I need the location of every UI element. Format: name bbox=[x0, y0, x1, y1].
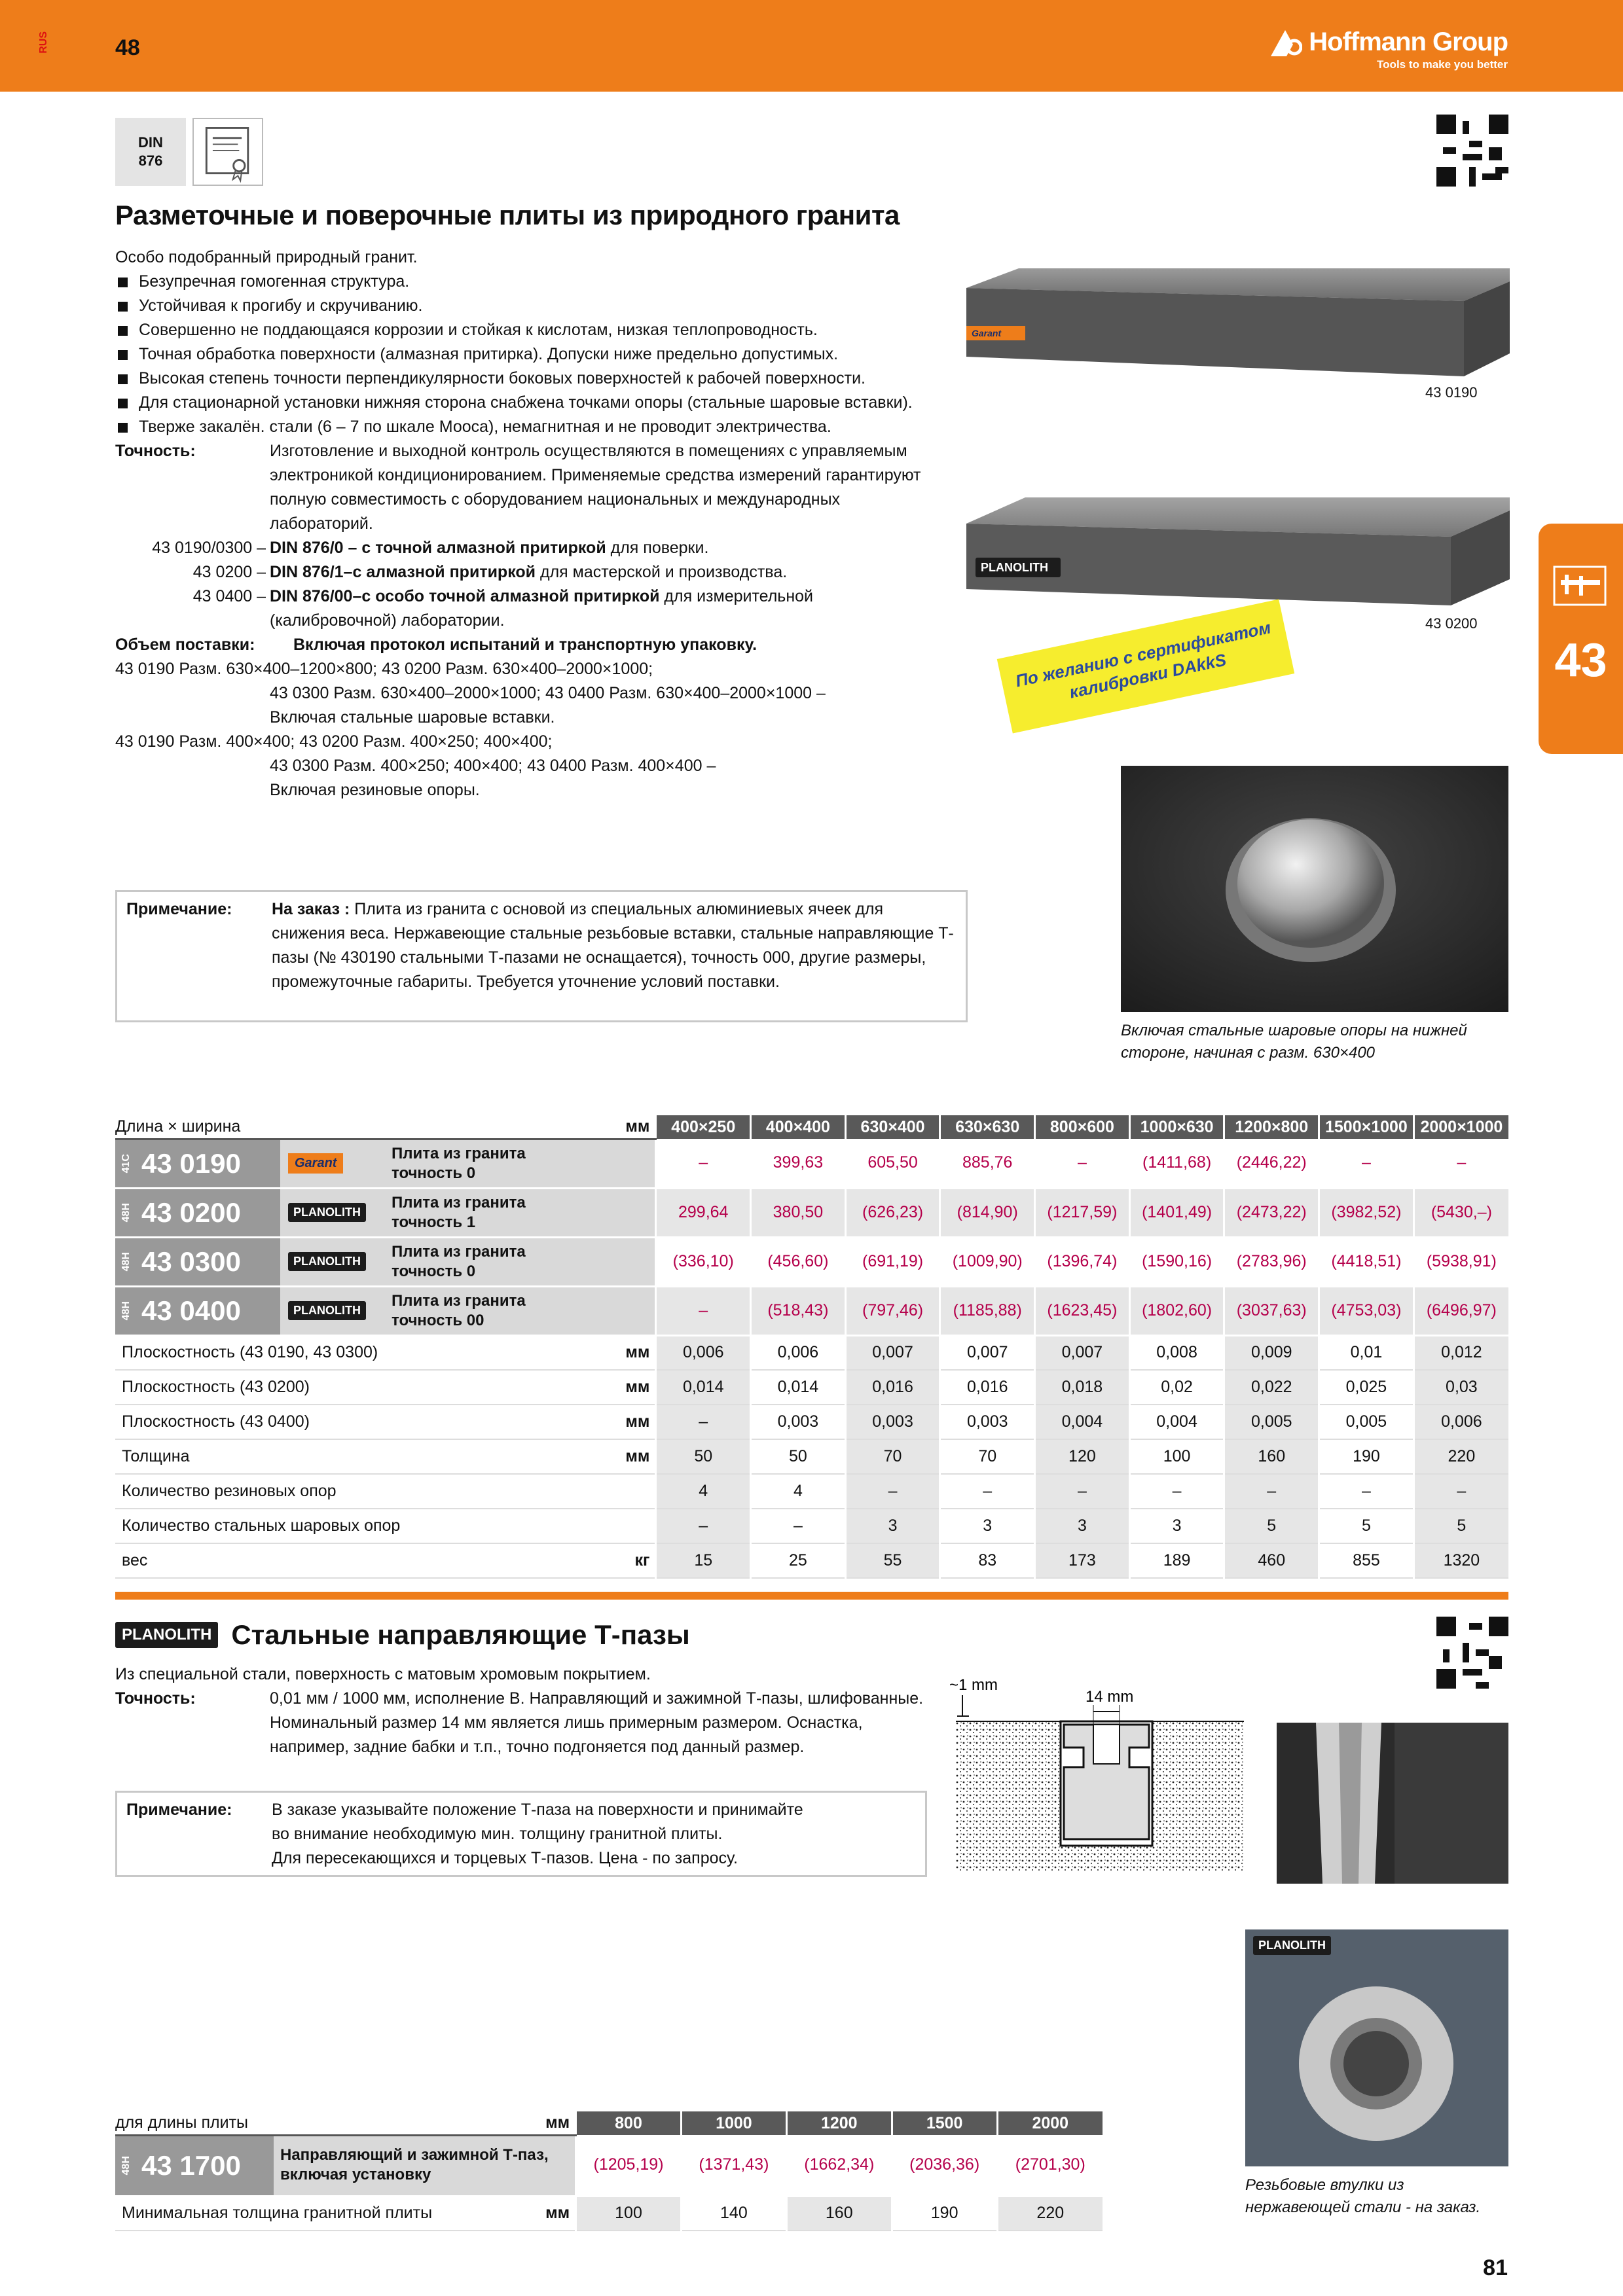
spec-row bbox=[115, 1474, 1508, 1509]
note-line: В заказе указывайте положение Т-паза на поверхности и принимайте bbox=[272, 1801, 803, 1819]
article-prefix: 48H bbox=[120, 1251, 132, 1272]
section2-heading bbox=[115, 1619, 690, 1651]
spec-cell: 0,022 bbox=[1224, 1370, 1319, 1405]
article-prefix: 48H bbox=[120, 1300, 132, 1321]
accuracy-text: Изготовление и выходной контроль осуществляются в помещениях с управляемым электроникой кондиционированием. Применяемые средства измерений гарантируют полную совместимость с оборудованием национальных и международных лабораторий. bbox=[270, 442, 921, 533]
price-cell: (691,19) bbox=[845, 1237, 940, 1286]
spec-cell: 0,005 bbox=[1224, 1405, 1319, 1439]
size-label: Длина × ширина bbox=[115, 1115, 600, 1139]
price-cell: 885,76 bbox=[940, 1139, 1035, 1188]
product-desc1: Плита из гранита bbox=[392, 1144, 526, 1162]
size-header: 1500 bbox=[892, 2111, 997, 2135]
diagram-label-depth: ~1 mm bbox=[949, 1676, 998, 1694]
price-cell: (6496,97) bbox=[1413, 1286, 1508, 1335]
spec-unit: кг bbox=[600, 1543, 656, 1578]
spec-row bbox=[115, 1509, 1508, 1543]
bullet-item: Высокая степень точности перпендикулярности боковых поверхностей к рабочей поверхности. bbox=[115, 367, 914, 391]
image-label-430190: 43 0190 bbox=[1425, 384, 1478, 401]
section1-body bbox=[115, 245, 966, 802]
size-header: 1200 bbox=[786, 2111, 892, 2135]
spec-cell: 4 bbox=[751, 1474, 846, 1509]
planolith-logo: PLANOLITH bbox=[1253, 1936, 1331, 1955]
threaded-insert-caption: Резьбовые втулки из нержавеющей стали - на заказ. bbox=[1245, 2176, 1481, 2216]
spec-cell: 0,03 bbox=[1413, 1370, 1508, 1405]
brand-name: Hoffmann Group bbox=[1309, 27, 1508, 56]
language-code: RUS bbox=[38, 31, 49, 54]
product-desc bbox=[392, 1140, 655, 1187]
spec-label: Количество резиновых опор bbox=[115, 1474, 600, 1509]
price-cell: – bbox=[656, 1286, 751, 1335]
size-header: 400×250 bbox=[656, 1115, 751, 1139]
qr-code-2[interactable] bbox=[1436, 1617, 1508, 1689]
spec-cell: 5 bbox=[1319, 1509, 1414, 1543]
spec-cell: 190 bbox=[1319, 1439, 1414, 1474]
size-header: 400×400 bbox=[751, 1115, 846, 1139]
spec-unit: мм bbox=[515, 2196, 575, 2231]
delivery-text: Включая протокол испытаний и транспортную упаковку. bbox=[293, 636, 757, 654]
grade-code: 43 0200 – bbox=[192, 563, 266, 581]
product-row[interactable] bbox=[115, 1237, 1508, 1286]
note-line: Для пересекающихся и торцевых Т-пазов. Цена - по запросу. bbox=[272, 1849, 738, 1867]
spec-cell: – bbox=[751, 1509, 846, 1543]
article-number[interactable] bbox=[115, 1287, 280, 1335]
spec-cell: 3 bbox=[1129, 1509, 1224, 1543]
t-slot-table bbox=[115, 2111, 1103, 2231]
top-bar bbox=[0, 0, 1623, 92]
grade-code: 43 0190/0300 – bbox=[152, 539, 266, 557]
spec-label: Плоскостность (43 0400) bbox=[115, 1405, 600, 1439]
section-divider bbox=[115, 1592, 1508, 1600]
product-image-430200 bbox=[966, 497, 1510, 609]
spec-label: Плоскостность (43 0200) bbox=[115, 1370, 600, 1405]
spec-cell: 15 bbox=[656, 1543, 751, 1578]
price-cell: (2446,22) bbox=[1224, 1139, 1319, 1188]
note-box bbox=[115, 890, 968, 1022]
bullet-item: Безупречная гомогенная структура. bbox=[115, 270, 966, 294]
product-desc2: точность 0 bbox=[392, 1262, 476, 1280]
svg-text:PLANOLITH: PLANOLITH bbox=[981, 561, 1048, 574]
din-badge bbox=[115, 118, 186, 186]
spec-label: Минимальная толщина гранитной плиты bbox=[115, 2196, 515, 2231]
grade-row bbox=[115, 536, 966, 560]
price-cell: (1371,43) bbox=[681, 2135, 786, 2196]
din-badge-line1: DIN bbox=[138, 134, 163, 151]
spec-label: Количество стальных шаровых опор bbox=[115, 1509, 600, 1543]
spec-cell: 5 bbox=[1224, 1509, 1319, 1543]
note-label: Примечание: bbox=[126, 900, 232, 918]
length-label: для длины плиты bbox=[115, 2111, 515, 2135]
intro-text: Особо подобранный природный гранит. bbox=[115, 248, 418, 266]
spec-cell: 0,02 bbox=[1129, 1370, 1224, 1405]
spec-cell: 0,025 bbox=[1319, 1370, 1414, 1405]
spec-cell: 0,016 bbox=[845, 1370, 940, 1405]
spec-cell: 855 bbox=[1319, 1543, 1414, 1578]
spec-unit: мм bbox=[600, 1370, 656, 1405]
price-cell: 399,63 bbox=[751, 1139, 846, 1188]
price-cell: (814,90) bbox=[940, 1188, 1035, 1237]
spec-row bbox=[115, 1439, 1508, 1474]
price-cell: (4753,03) bbox=[1319, 1286, 1414, 1335]
grade-row bbox=[115, 560, 966, 584]
table-header-row bbox=[115, 2111, 1103, 2135]
price-cell: (797,46) bbox=[845, 1286, 940, 1335]
article-code: 43 0200 bbox=[141, 1196, 241, 1228]
grade-row bbox=[115, 584, 966, 633]
article-number[interactable] bbox=[115, 1238, 280, 1285]
article-prefix: 48H bbox=[120, 1202, 132, 1223]
price-cell: – bbox=[1413, 1139, 1508, 1188]
svg-text:Garant: Garant bbox=[972, 328, 1002, 338]
image-label-430200: 43 0200 bbox=[1425, 615, 1478, 632]
dakks-stamp: По желанию с сертификатом калибровки DAkkS bbox=[997, 600, 1295, 734]
spec-cell: 0,009 bbox=[1224, 1335, 1319, 1370]
size-header: 630×400 bbox=[845, 1115, 940, 1139]
size-header: 1200×800 bbox=[1224, 1115, 1319, 1139]
product-desc1: Плита из гранита bbox=[392, 1193, 526, 1211]
granite-plate-table bbox=[115, 1115, 1508, 1579]
spec-row bbox=[115, 1543, 1508, 1578]
spec-unit: мм bbox=[600, 1335, 656, 1370]
article-code: 43 0300 bbox=[141, 1246, 241, 1277]
product-desc1: Плита из гранита bbox=[392, 1242, 526, 1261]
article-number[interactable] bbox=[115, 1140, 280, 1187]
spec-cell: 3 bbox=[1035, 1509, 1130, 1543]
spec-cell: 160 bbox=[786, 2196, 892, 2231]
price-cell: (3982,52) bbox=[1319, 1188, 1414, 1237]
section2-accuracy-text: 0,01 мм / 1000 мм, исполнение В. Направляющий и зажимной Т-пазы, шлифованные. Номинальный размер 14 мм является лишь примерным размером. Оснастка, например, задние бабки и т.п., точно подгоняется под данный размер. bbox=[270, 1689, 924, 1756]
note-text: Плита из гранита с основой из специальных алюминиевых ячеек для снижения веса. Нержавеющие стальные резьбовые вставки, стальные направляющие Т-пазы (№ 430190 стальными Т-пазами не оснащается), точность 000, другие размеры, промежуточные габариты. Требуется уточнение условий поставки. bbox=[272, 900, 954, 991]
note-box-2 bbox=[115, 1791, 927, 1877]
delivery-line: 43 0300 Разм. 400×250; 400×400; 43 0400 Разм. 400×400 – bbox=[270, 757, 716, 775]
grade-bold: DIN 876/1–с алмазной притиркой bbox=[270, 563, 536, 581]
spec-cell: 220 bbox=[997, 2196, 1103, 2231]
delivery-line: 43 0190 Разм. 400×400; 43 0200 Разм. 400×250; 400×400; bbox=[115, 732, 553, 751]
delivery-line: 43 0300 Разм. 630×400–2000×1000; 43 0400 Разм. 630×400–2000×1000 – bbox=[270, 684, 826, 702]
article-number[interactable] bbox=[115, 2136, 274, 2195]
price-cell: (2701,30) bbox=[997, 2135, 1103, 2196]
price-cell: – bbox=[656, 1139, 751, 1188]
price-cell: (1802,60) bbox=[1129, 1286, 1224, 1335]
spec-cell: – bbox=[845, 1474, 940, 1509]
spec-unit: мм bbox=[600, 1405, 656, 1439]
spec-cell: 3 bbox=[940, 1509, 1035, 1543]
price-cell: – bbox=[1035, 1139, 1130, 1188]
spec-cell: 50 bbox=[656, 1439, 751, 1474]
product-desc2: точность 00 bbox=[392, 1311, 484, 1329]
t-slot-diagram bbox=[943, 1676, 1257, 1885]
product-row[interactable] bbox=[115, 1286, 1508, 1335]
bullet-item: Тверже закалён. стали (6 – 7 по шкале Мооса), немагнитная и не проводит электричества. bbox=[115, 415, 966, 439]
product-desc2: точность 0 bbox=[392, 1164, 476, 1182]
spec-cell: 140 bbox=[681, 2196, 786, 2231]
price-cell: (5938,91) bbox=[1413, 1237, 1508, 1286]
spec-cell: 100 bbox=[1129, 1439, 1224, 1474]
chapter-number: 43 bbox=[1554, 634, 1607, 687]
hoffmann-logo-icon bbox=[1271, 30, 1302, 56]
size-header: 1000 bbox=[681, 2111, 786, 2135]
spec-cell: 0,005 bbox=[1319, 1405, 1414, 1439]
ball-support-caption: Включая стальные шаровые опоры на нижней стороне, начиная с разм. 630×400 bbox=[1121, 1022, 1467, 1062]
price-cell: (1396,74) bbox=[1035, 1237, 1130, 1286]
price-cell: 605,50 bbox=[845, 1139, 940, 1188]
product-desc1: Плита из гранита bbox=[392, 1291, 526, 1310]
spec-cell: – bbox=[656, 1405, 751, 1439]
spec-row bbox=[115, 1370, 1508, 1405]
spec-cell: 0,018 bbox=[1035, 1370, 1130, 1405]
spec-cell: 173 bbox=[1035, 1543, 1130, 1578]
spec-cell: 70 bbox=[940, 1439, 1035, 1474]
din-badge-line2: 876 bbox=[138, 152, 163, 169]
spec-unit bbox=[600, 1474, 656, 1509]
spec-cell: 0,01 bbox=[1319, 1335, 1414, 1370]
product-row[interactable] bbox=[115, 1139, 1508, 1188]
size-header: 800×600 bbox=[1035, 1115, 1130, 1139]
spec-cell: 0,008 bbox=[1129, 1335, 1224, 1370]
spec-cell: 3 bbox=[845, 1509, 940, 1543]
chapter-tab[interactable] bbox=[1539, 524, 1623, 754]
accuracy-label: Точность: bbox=[115, 442, 196, 460]
product-desc bbox=[274, 2136, 575, 2195]
product-row[interactable] bbox=[115, 2135, 1103, 2196]
spec-cell: 0,006 bbox=[656, 1335, 751, 1370]
spec-cell: 0,006 bbox=[1413, 1405, 1508, 1439]
price-cell: (1205,19) bbox=[576, 2135, 682, 2196]
spec-cell: 70 bbox=[845, 1439, 940, 1474]
spec-cell: 5 bbox=[1413, 1509, 1508, 1543]
spec-cell: 0,012 bbox=[1413, 1335, 1508, 1370]
price-cell: (1217,59) bbox=[1035, 1188, 1130, 1237]
grade-rest: для мастерской и производства. bbox=[536, 563, 788, 581]
section2-title: Стальные направляющие Т-пазы bbox=[231, 1619, 690, 1650]
price-cell: (2783,96) bbox=[1224, 1237, 1319, 1286]
grade-rest: для поверки. bbox=[606, 539, 709, 557]
grade-bold: DIN 876/0 – с точной алмазной притиркой bbox=[270, 539, 606, 557]
brand-logo bbox=[280, 1189, 392, 1236]
ball-support-photo bbox=[1121, 766, 1508, 1012]
spec-cell: – bbox=[1035, 1474, 1130, 1509]
spec-cell: 0,007 bbox=[940, 1335, 1035, 1370]
section1-title: Разметочные и поверочные плиты из природного гранита bbox=[115, 200, 900, 230]
spec-cell: 25 bbox=[751, 1543, 846, 1578]
article-code: 43 0400 bbox=[141, 1295, 241, 1326]
planolith-logo: PLANOLITH bbox=[288, 1252, 366, 1271]
brand-logo bbox=[280, 1287, 392, 1335]
product-image-430190 bbox=[966, 268, 1510, 380]
price-cell: (1411,68) bbox=[1129, 1139, 1224, 1188]
spec-label: вес bbox=[115, 1543, 600, 1578]
product-desc bbox=[392, 1238, 655, 1285]
bullet-item: Для стационарной установки нижняя сторона снабжена точками опоры (стальные шаровые вставки). bbox=[115, 391, 940, 415]
price-cell: (1590,16) bbox=[1129, 1237, 1224, 1286]
spec-cell: 220 bbox=[1413, 1439, 1508, 1474]
table-header-row bbox=[115, 1115, 1508, 1139]
garant-logo: Garant bbox=[288, 1153, 343, 1174]
spec-cell: 0,004 bbox=[1035, 1405, 1130, 1439]
article-prefix: 48H bbox=[120, 2155, 132, 2176]
price-cell: (2036,36) bbox=[892, 2135, 997, 2196]
bullet-item: Совершенно не поддающаяся коррозии и стойкая к кислотам, низкая теплопроводность. bbox=[115, 318, 966, 342]
planolith-logo: PLANOLITH bbox=[288, 1203, 366, 1222]
grade-bold: DIN 876/00–с особо точной алмазной притиркой bbox=[270, 587, 660, 605]
size-header: 2000 bbox=[997, 2111, 1103, 2135]
spec-cell: 55 bbox=[845, 1543, 940, 1578]
unit-label: мм bbox=[515, 2111, 575, 2135]
product-desc2: включая установку bbox=[280, 2165, 431, 2183]
spec-cell: 190 bbox=[892, 2196, 997, 2231]
size-header: 800 bbox=[576, 2111, 682, 2135]
price-cell: (518,43) bbox=[751, 1286, 846, 1335]
section2-body bbox=[115, 1662, 927, 1759]
spec-cell: – bbox=[1319, 1474, 1414, 1509]
grade-code: 43 0400 – bbox=[192, 587, 266, 605]
spec-cell: 0,014 bbox=[751, 1370, 846, 1405]
planolith-logo: PLANOLITH bbox=[288, 1301, 366, 1320]
product-desc bbox=[392, 1189, 655, 1236]
product-row[interactable] bbox=[115, 1188, 1508, 1237]
note-line: во внимание необходимую мин. толщину гранитной плиты. bbox=[272, 1825, 723, 1843]
spec-cell: 0,016 bbox=[940, 1370, 1035, 1405]
t-slot-photo bbox=[1277, 1723, 1508, 1884]
spec-cell: 0,007 bbox=[1035, 1335, 1130, 1370]
hoffmann-logo[interactable] bbox=[1309, 27, 1508, 71]
unit-label: мм bbox=[600, 1115, 656, 1139]
spec-cell: 460 bbox=[1224, 1543, 1319, 1578]
delivery-line: Включая резиновые опоры. bbox=[270, 781, 480, 799]
delivery-line: 43 0190 Разм. 630×400–1200×800; 43 0200 Разм. 630×400–2000×1000; bbox=[115, 660, 653, 678]
section2-intro: Из специальной стали, поверхность с матовым хромовым покрытием. bbox=[115, 1665, 651, 1683]
note-bold: На заказ : bbox=[272, 900, 350, 918]
price-cell: (626,23) bbox=[845, 1188, 940, 1237]
spec-cell: 0,006 bbox=[751, 1335, 846, 1370]
spec-cell: – bbox=[940, 1474, 1035, 1509]
spec-cell: – bbox=[1413, 1474, 1508, 1509]
note-label: Примечание: bbox=[126, 1801, 232, 1819]
spec-cell: 0,014 bbox=[656, 1370, 751, 1405]
spec-cell: 4 bbox=[656, 1474, 751, 1509]
size-header: 630×630 bbox=[940, 1115, 1035, 1139]
spec-cell: 83 bbox=[940, 1543, 1035, 1578]
article-code: 43 1700 bbox=[141, 2149, 241, 2181]
brand-tagline: Tools to make you better bbox=[1377, 58, 1508, 71]
price-cell: (336,10) bbox=[656, 1237, 751, 1286]
threaded-insert-photo bbox=[1245, 1929, 1508, 2166]
page-number-bottom: 81 bbox=[1483, 2255, 1508, 2280]
bullet-item: Устойчивая к прогибу и скручиванию. bbox=[115, 294, 966, 318]
article-number[interactable] bbox=[115, 1189, 280, 1236]
price-cell: (1009,90) bbox=[940, 1237, 1035, 1286]
spec-label: Толщина bbox=[115, 1439, 600, 1474]
price-cell: (1185,88) bbox=[940, 1286, 1035, 1335]
spec-cell: 160 bbox=[1224, 1439, 1319, 1474]
spec-cell: 120 bbox=[1035, 1439, 1130, 1474]
spec-unit: мм bbox=[600, 1439, 656, 1474]
page-number-top: 48 bbox=[115, 35, 140, 60]
spec-cell: 189 bbox=[1129, 1543, 1224, 1578]
price-cell: – bbox=[1319, 1139, 1414, 1188]
section2-accuracy-label: Точность: bbox=[115, 1689, 196, 1708]
price-cell: (3037,63) bbox=[1224, 1286, 1319, 1335]
price-cell: (456,60) bbox=[751, 1237, 846, 1286]
spec-cell: – bbox=[1129, 1474, 1224, 1509]
spec-cell: 0,007 bbox=[845, 1335, 940, 1370]
spec-cell: 50 bbox=[751, 1439, 846, 1474]
spec-row bbox=[115, 1405, 1508, 1439]
diagram-label-width: 14 mm bbox=[1085, 1688, 1134, 1706]
spec-label: Плоскостность (43 0190, 43 0300) bbox=[115, 1335, 600, 1370]
spec-row bbox=[115, 2196, 1103, 2231]
price-cell: 299,64 bbox=[656, 1188, 751, 1237]
certificate-icon bbox=[192, 118, 263, 186]
product-desc bbox=[392, 1287, 655, 1335]
qr-code[interactable] bbox=[1436, 115, 1508, 187]
size-header: 1500×1000 bbox=[1319, 1115, 1414, 1139]
spec-row bbox=[115, 1335, 1508, 1370]
caliper-icon bbox=[1552, 563, 1608, 609]
grade-rest: для измерительной (калибровочной) лаборатории. bbox=[270, 587, 814, 630]
spec-unit bbox=[600, 1509, 656, 1543]
size-header: 1000×630 bbox=[1129, 1115, 1224, 1139]
price-cell: 380,50 bbox=[751, 1188, 846, 1237]
bullet-item: Точная обработка поверхности (алмазная притирка). Допуски ниже предельно допустимых. bbox=[115, 342, 966, 367]
price-cell: (4418,51) bbox=[1319, 1237, 1414, 1286]
spec-cell: 0,003 bbox=[940, 1405, 1035, 1439]
spec-cell: 0,003 bbox=[751, 1405, 846, 1439]
price-cell: (5430,–) bbox=[1413, 1188, 1508, 1237]
article-code: 43 0190 bbox=[141, 1147, 241, 1179]
product-desc2: точность 1 bbox=[392, 1213, 476, 1231]
planolith-logo: PLANOLITH bbox=[115, 1622, 218, 1648]
spec-cell: – bbox=[656, 1509, 751, 1543]
spec-cell: 0,004 bbox=[1129, 1405, 1224, 1439]
size-header: 2000×1000 bbox=[1413, 1115, 1508, 1139]
brand-logo bbox=[280, 1140, 392, 1187]
delivery-line: Включая стальные шаровые вставки. bbox=[270, 708, 555, 726]
spec-cell: 100 bbox=[576, 2196, 682, 2231]
delivery-label: Объем поставки: bbox=[115, 636, 255, 654]
article-prefix: 41C bbox=[120, 1153, 132, 1174]
price-cell: (1401,49) bbox=[1129, 1188, 1224, 1237]
brand-logo bbox=[280, 1238, 392, 1285]
spec-cell: – bbox=[1224, 1474, 1319, 1509]
price-cell: (1662,34) bbox=[786, 2135, 892, 2196]
product-desc1: Направляющий и зажимной Т-паз, bbox=[280, 2145, 549, 2164]
price-cell: (2473,22) bbox=[1224, 1188, 1319, 1237]
price-cell: (1623,45) bbox=[1035, 1286, 1130, 1335]
spec-cell: 0,003 bbox=[845, 1405, 940, 1439]
spec-cell: 1320 bbox=[1413, 1543, 1508, 1578]
